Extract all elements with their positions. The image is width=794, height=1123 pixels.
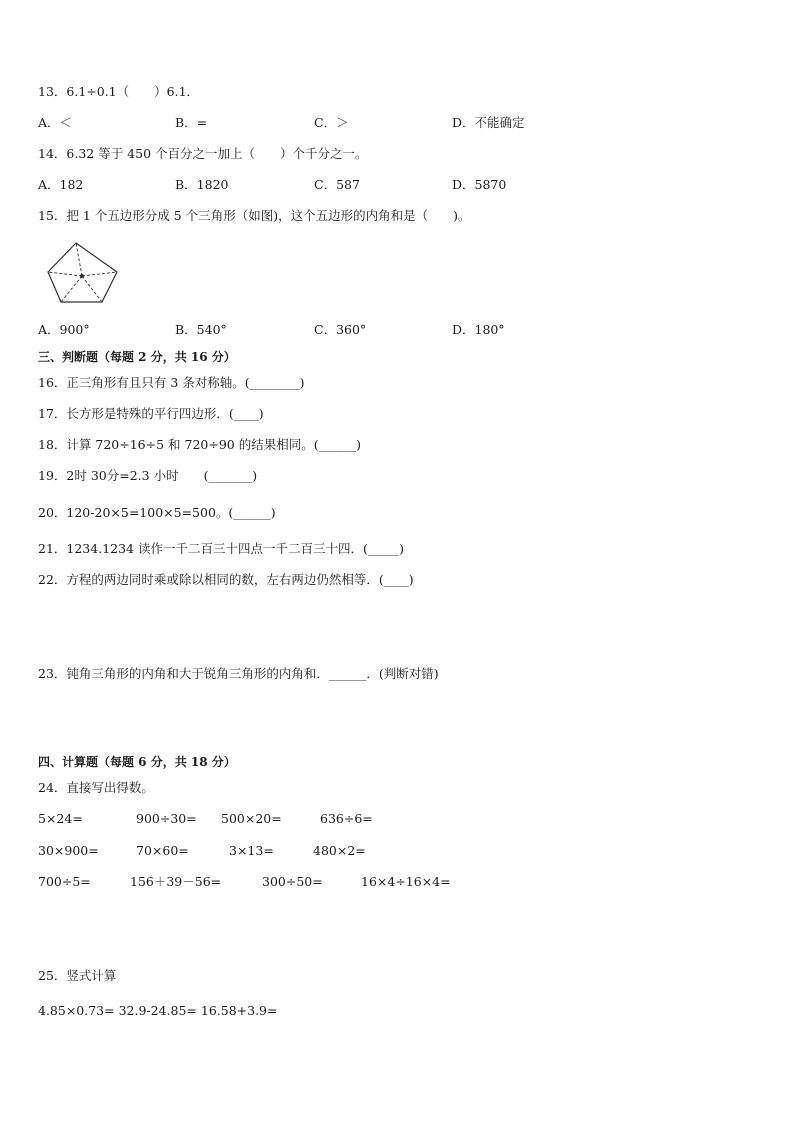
calc-item: 30×900=: [38, 843, 99, 858]
q14-option-d: D．5870: [452, 177, 507, 192]
q15-stem: 15．把 1 个五边形分成 5 个三角形（如图)，这个五边形的内角和是（ )。: [38, 208, 471, 223]
section-4-title: 四、计算题（每题 6 分，共 18 分）: [38, 755, 236, 769]
calc-item: 5×24=: [38, 811, 83, 826]
q16-statement: 16．正三角形有且只有 3 条对称轴。(________): [38, 375, 305, 390]
q14-stem: 14．6.32 等于 450 个百分之一加上（ ）个千分之一。: [38, 146, 368, 161]
calc-item: 700÷5=: [38, 874, 91, 889]
q14-option-b: B．1820: [175, 177, 229, 192]
q13-option-c: C．＞: [314, 115, 349, 130]
q13-option-a: A．＜: [38, 115, 73, 130]
q15-option-d: D．180°: [452, 322, 505, 337]
q25-expressions: 4.85×0.73= 32.9-24.85= 16.58+3.9=: [38, 1003, 278, 1018]
calc-item: 900÷30=: [136, 811, 197, 826]
q17-statement: 17．长方形是特殊的平行四边形．(____): [38, 406, 264, 421]
q20-statement: 20．120-20×5=100×5=500。(______): [38, 505, 276, 520]
section-3-title: 三、判断题（每题 2 分，共 16 分）: [38, 350, 236, 364]
q13-stem: 13．6.1÷0.1（ ）6.1．: [38, 84, 200, 99]
calc-item: 16×4÷16×4=: [361, 874, 451, 889]
q13-option-d: D．不能确定: [452, 115, 525, 130]
q24-stem: 24．直接写出得数。: [38, 780, 154, 795]
calc-item: 70×60=: [136, 843, 189, 858]
q15-option-b: B．540°: [175, 322, 227, 337]
q15-option-c: C．360°: [314, 322, 367, 337]
calc-item: 500×20=: [221, 811, 282, 826]
q22-statement: 22．方程的两边同时乘或除以相同的数，左右两边仍然相等．(____): [38, 572, 414, 587]
q21-statement: 21．1234.1234 读作一千二百三十四点一千二百三十四．(_____): [38, 541, 404, 556]
calc-item: 480×2=: [313, 843, 366, 858]
q14-option-c: C．587: [314, 177, 360, 192]
q25-stem: 25．竖式计算: [38, 968, 117, 983]
pentagon-divided-into-five-triangles-icon: [44, 240, 122, 306]
q14-option-a: A．182: [38, 177, 84, 192]
calc-item: 300÷50=: [262, 874, 323, 889]
calc-item: 156＋39－56=: [130, 874, 222, 889]
calc-item: 636÷6=: [320, 811, 373, 826]
calc-item: 3×13=: [229, 843, 274, 858]
q19-statement: 19．2时 30分=2.3 小时 (_______): [38, 468, 258, 483]
q13-option-b: B．=: [175, 115, 208, 130]
q15-option-a: A．900°: [38, 322, 90, 337]
q23-statement: 23．钝角三角形的内角和大于锐角三角形的内角和．______．(判断对错): [38, 666, 439, 681]
q18-statement: 18．计算 720÷16÷5 和 720÷90 的结果相同。(______): [38, 437, 361, 452]
